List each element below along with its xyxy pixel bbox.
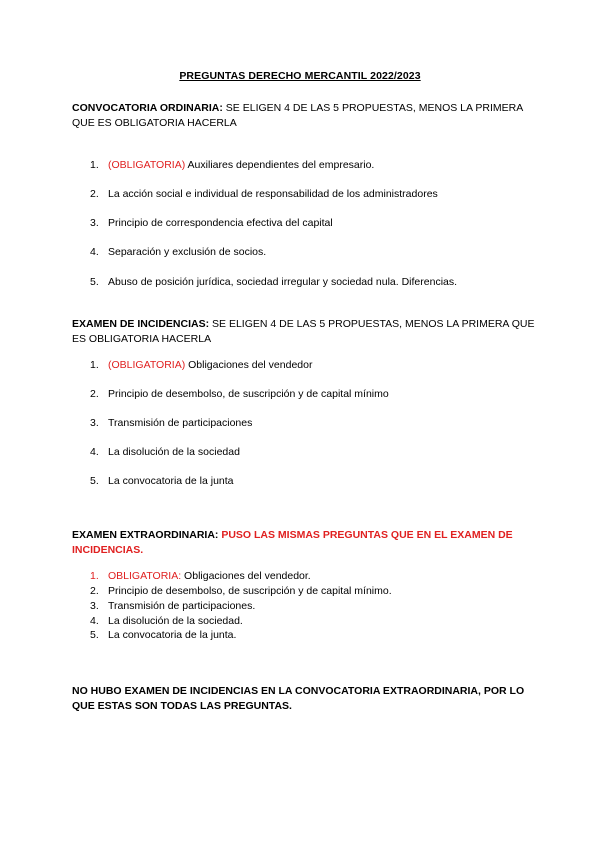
item-number: 2. — [90, 388, 99, 400]
incidencias-item-5 — [90, 474, 234, 488]
item-number: 1. — [90, 359, 99, 371]
ordinaria-heading-label: CONVOCATORIA ORDINARIA: — [72, 102, 223, 114]
item-number: 1. — [90, 159, 99, 171]
item-number: 5. — [90, 475, 99, 487]
item-number: 2. — [90, 188, 99, 200]
item-number: 4. — [90, 615, 99, 627]
incidencias-heading-note: SE ELIGEN 4 DE LAS 5 PROPUESTAS, MENOS LA PRIMERA QUE ES OBLIGATORIA HACERLA — [72, 318, 535, 345]
ordinaria-heading — [72, 101, 542, 131]
extraordinaria-heading-label: EXAMEN EXTRAORDINARIA: — [72, 529, 219, 541]
ordinaria-heading-note: SE ELIGEN 4 DE LAS 5 PROPUESTAS, MENOS LA PRIMERA QUE ES OBLIGATORIA HACERLA — [72, 102, 523, 129]
item-number: 3. — [90, 217, 99, 229]
item-text: Auxiliares dependientes del empresario. — [185, 159, 375, 171]
item-number: 5. — [90, 629, 99, 641]
item-number: 2. — [90, 585, 99, 597]
incidencias-item-1 — [90, 358, 312, 372]
item-number: 3. — [90, 417, 99, 429]
incidencias-heading-label: EXAMEN DE INCIDENCIAS: — [72, 318, 210, 330]
ordinaria-item-2 — [90, 187, 438, 201]
ordinaria-item-1 — [90, 158, 374, 172]
item-text: Obligaciones del vendedor. — [181, 570, 311, 582]
item-text: La convocatoria de la junta. — [108, 629, 237, 641]
item-text: Principio de desembolso, de suscripción y de capital mínimo — [108, 388, 389, 400]
ordinaria-item-4 — [90, 245, 266, 259]
item-number: 4. — [90, 446, 99, 458]
item-text: Transmisión de participaciones — [108, 417, 253, 429]
item-text: Transmisión de participaciones. — [108, 600, 256, 612]
item-number: 3. — [90, 600, 99, 612]
extraordinaria-item-2 — [90, 584, 392, 598]
item-text: La disolución de la sociedad. — [108, 615, 243, 627]
item-text: Principio de correspondencia efectiva del capital — [108, 217, 333, 229]
item-text: La convocatoria de la junta — [108, 475, 234, 487]
incidencias-item-2 — [90, 387, 389, 401]
item-text: Obligaciones del vendedor — [185, 359, 313, 371]
item-number: 5. — [90, 276, 99, 288]
extraordinaria-item-5 — [90, 628, 236, 642]
obligatoria-tag: (OBLIGATORIA) — [108, 359, 186, 371]
obligatoria-tag: OBLIGATORIA: — [108, 570, 182, 582]
item-number: 4. — [90, 246, 99, 258]
item-text: La acción social e individual de responsabilidad de los administradores — [108, 188, 438, 200]
ordinaria-item-5 — [90, 275, 457, 289]
extraordinaria-item-4 — [90, 614, 243, 628]
incidencias-item-3 — [90, 416, 252, 430]
extraordinaria-item-3 — [90, 599, 255, 613]
item-number: 1. — [90, 570, 99, 582]
extraordinaria-heading-note: PUSO LAS MISMAS PREGUNTAS QUE EN EL EXAMEN DE INCIDENCIAS. — [72, 529, 513, 556]
item-text: Separación y exclusión de socios. — [108, 246, 267, 258]
obligatoria-tag: (OBLIGATORIA) — [108, 159, 186, 171]
item-text: Abuso de posición jurídica, sociedad irregular y sociedad nula. Diferencias. — [108, 276, 458, 288]
final-note: NO HUBO EXAMEN DE INCIDENCIAS EN LA CONVOCATORIA EXTRAORDINARIA, POR LO QUE ESTAS SON TODAS LAS PREGUNTAS. — [72, 685, 525, 712]
item-text: Principio de desembolso, de suscripción y de capital mínimo. — [108, 585, 392, 597]
extraordinaria-item-1 — [90, 569, 311, 583]
extraordinaria-heading — [72, 528, 532, 558]
item-text: La disolución de la sociedad — [108, 446, 240, 458]
ordinaria-item-3 — [90, 216, 333, 230]
incidencias-item-4 — [90, 445, 240, 459]
incidencias-heading — [72, 317, 542, 347]
document-title: PREGUNTAS DERECHO MERCANTIL 2022/2023 — [179, 70, 421, 82]
